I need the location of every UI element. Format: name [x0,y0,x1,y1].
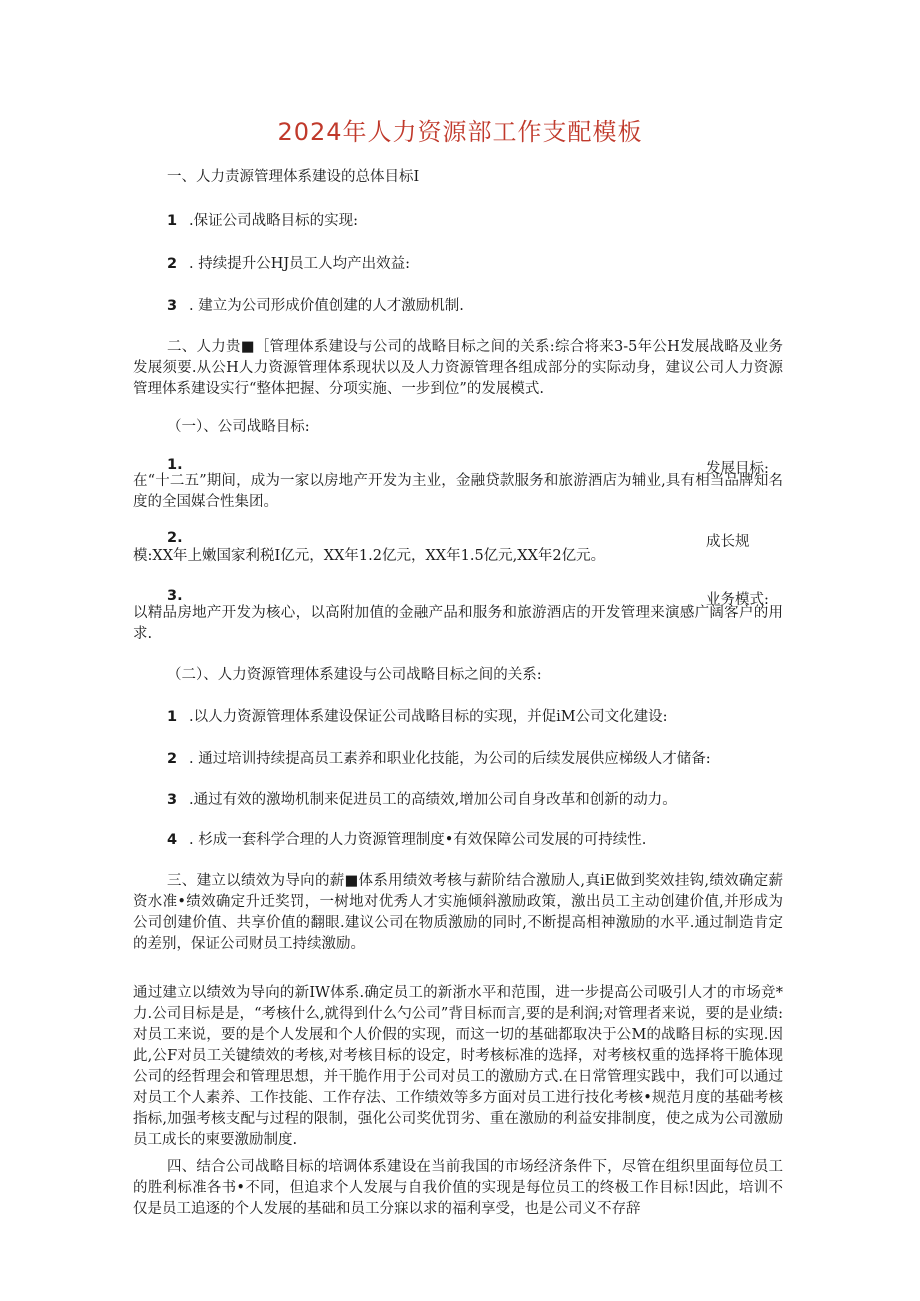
strategy-text: 以精品房地产开发为核心，以高附加值的金融产品和服务和旅游酒店的开发管理来演感广阔客户的用求. [133,605,783,642]
relation-item-3 [167,789,677,811]
relation-text: .以人力资源管理体系建设保证公司战略目标的实现，并促iM公司文化建设: [189,709,668,725]
relation-number: 3 [167,792,178,808]
relation-item-1 [167,706,667,728]
goal-item-3 [167,295,464,317]
strategy-label: 业务模式: [706,592,769,608]
relation-item-4 [167,829,646,851]
section-paragraph-4: 四、结合公司战略目标的培调体系建设在当前我国的市场经济条件下，尽管在组织里面每位员工的胜利标准各书•不同，但追求个人发展与自我价值的实现是每位员工的终极工作目标!因此，培训不仅是员工追逐的个人发展的基础和员工分寐以求的福利享受，也是公司义不存辞 [133,1159,783,1217]
relation-number: 1 [167,709,178,725]
goal-item-2 [167,253,410,275]
document-title: 2024年人力资源部工作支配模板 [277,118,643,146]
strategy-number: 3. [167,588,183,604]
section-paragraph-2: 二、人力贵■［管理体系建设与公司的战略目标之间的关系:综合将来3-5年公H发展战略及业务发展须要.从公H人力资源管理体系现状以及人力资源管理各组成部分的实际动身，建议公司人力资源管理体系建设实行“整体把握、分项实施、一步到位”的发展模式. [133,339,783,397]
relation-text: .通过有效的激坳机制来促进员工的高绩效,增加公司自身改革和创新的动力。 [189,792,677,808]
relation-number: 4 [167,832,178,848]
section-paragraph-3: 三、建立以绩效为导向的薪■体系用绩效考核与薪阶结合激励人,真iE做到奖效挂钩,绩效确定薪资水准•绩效确定升迁奖罚，一树地对优秀人才实施倾斜激励政策，激出员工主动创建价值,并形成为公司创建价值、共享价值的翻眼.建议公司在物质激励的同时,不断提高相神激励的水平.通过制造肯定的差别，保证公司财员工持续激励。 [133,873,783,952]
goal-item-1 [167,210,358,232]
goal-number: 3 [167,298,178,314]
relation-number: 2 [167,751,178,767]
subsection-heading-2: （二）、人力资源管理体系建设与公司战略目标之间的关系: [167,667,542,683]
goal-text: .保证公司战略目标的实现: [189,213,358,229]
strategy-number: 1. [167,457,183,473]
relation-text: . 杉成一套科学合理的人力资源管理制度•有效保障公司发展的可持续性. [189,832,647,848]
subsection-heading-1: （一）、公司战略目标: [167,419,310,435]
body-paragraph: 通过建立以绩效为导向的新IW体系.确定员工的新浙水平和范围，进一步提高公司吸引人才的市场竞*力.公司目标是是，“考核什么,就得到什么勺公司”背目标而言,要的是利润;对管理者来说，要的是业绩:对员工来说，要的是个人发展和个人价假的实现，而这一切的基础都取决于公M的战略目标的实现.因此,公F对员工关键绩效的考核,对考核目标的设定，时考核标准的选择，对考核权重的选择将干脆体现公司的经哲理会和管理思想，并干脆作用于公司对员工的激励方式.在日常管理实践中，我们可以通过对员工个人素养、工作技能、工作存法、工作绩效等多方面对员工进行技化考核•规范月度的基础考核指标,加强考核支配与过程的限制，强化公司奖优罚劣、重在激励的利益安排制度，使之成为公司激励员工成长的柬要激励制度. [133,985,783,1148]
strategy-number: 2. [167,530,183,546]
strategy-text: 在“十二五”期间，成为一家以房地产开发为主业，金融贷款服务和旅游酒店为辅业,具有相当品牌知名度的全国媒合性集团。 [133,473,783,510]
strategy-label: 发展目标: [706,461,769,477]
goal-text: . 建立为公司形成价值创建的人才激励机制. [189,298,464,314]
strategy-text: 模:XX年上嫩国家利税I亿元，XX年1.2亿元，XX年1.5亿元,XX年2亿元。 [133,548,606,564]
relation-item-2 [167,748,711,770]
relation-text: . 通过培训持续提高员工素养和职业化技能，为公司的后续发展供应梯级人才储备: [189,751,711,767]
goal-number: 1 [167,213,178,229]
goal-text: . 持续提升公HJ员工人均产出效益: [189,256,411,272]
strategy-label: 成长规 [706,534,750,550]
section-heading-1: 一、人力责源管理体系建设的总体目标I [167,169,420,185]
goal-number: 2 [167,256,178,272]
